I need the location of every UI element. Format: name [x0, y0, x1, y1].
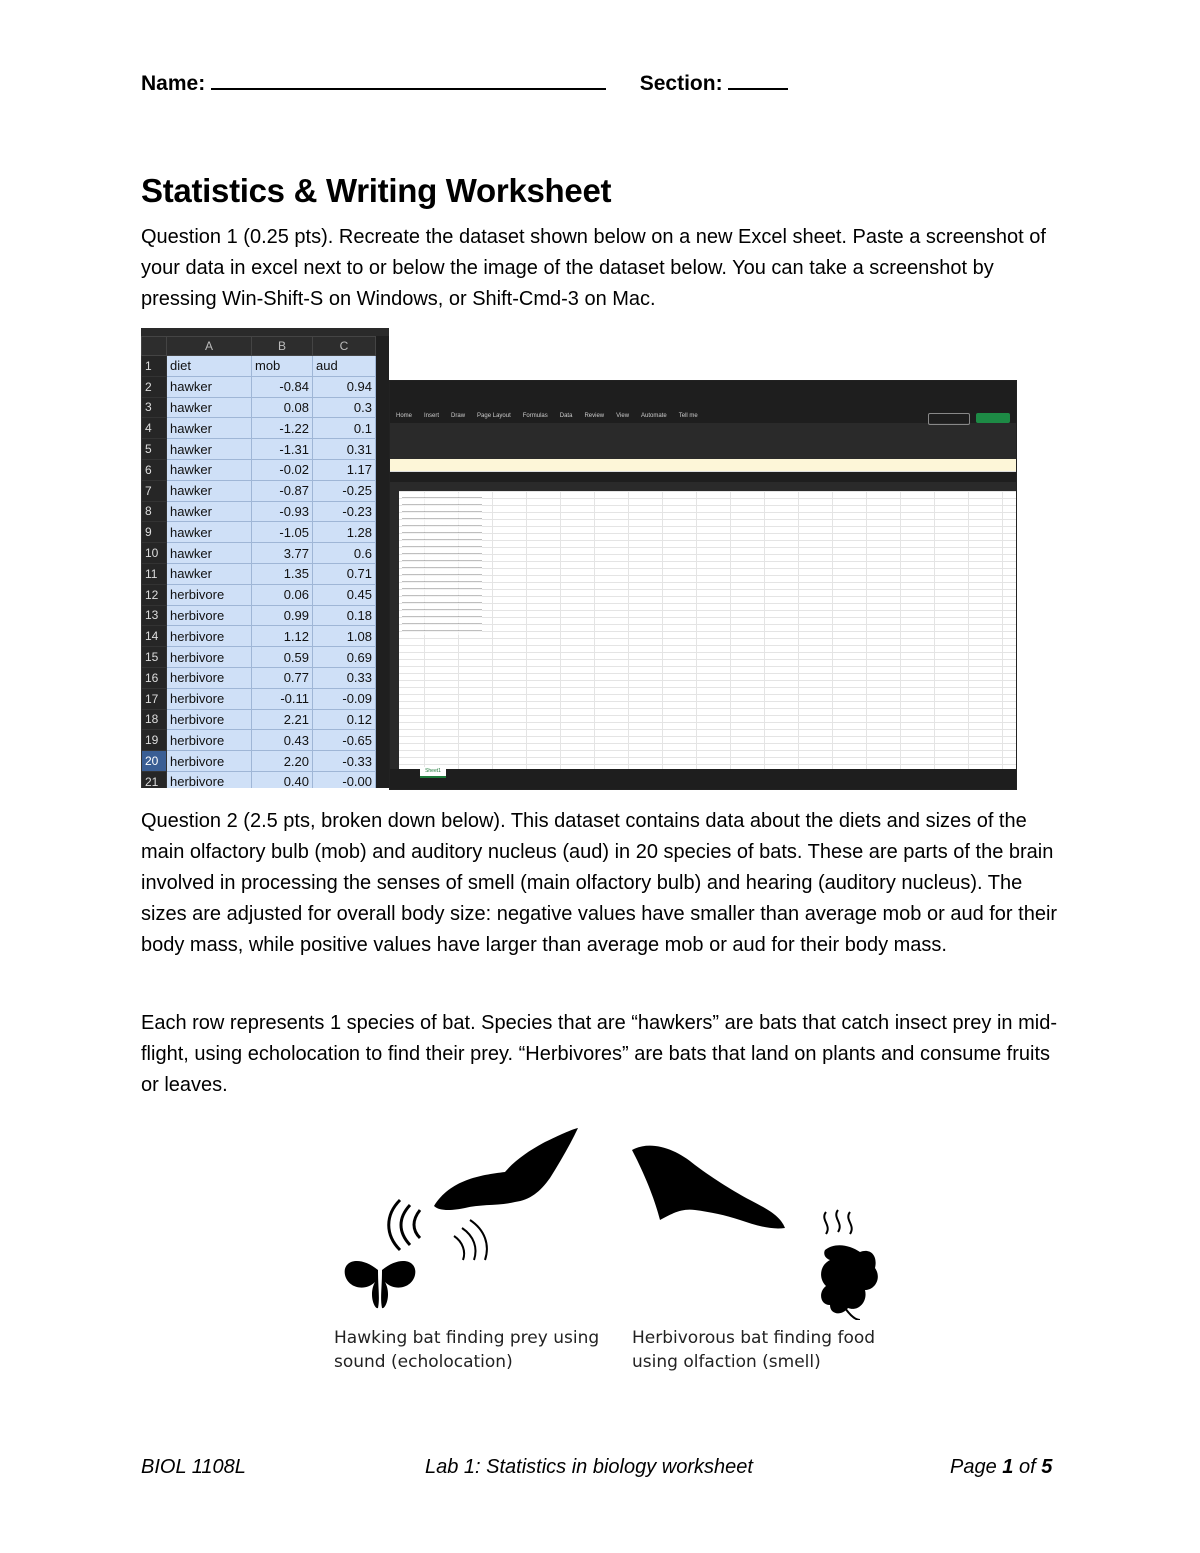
row-number: 7 — [142, 480, 167, 501]
table-cell: 0.43 — [252, 730, 313, 751]
table-cell: 0.45 — [313, 584, 376, 605]
table-cell: -0.23 — [313, 501, 376, 522]
table-cell: hawker — [167, 501, 252, 522]
butterfly-icon — [345, 1261, 379, 1308]
table-cell: 0.40 — [252, 771, 313, 788]
bat-silhouettes-svg — [330, 1120, 900, 1320]
excel-menu-item: Formulas — [522, 413, 548, 419]
row-number: 1 — [142, 356, 167, 377]
caption-hawking — [334, 1326, 599, 1374]
header-row — [142, 356, 376, 377]
table-cell: 1.12 — [252, 626, 313, 647]
name-section-header — [141, 70, 788, 96]
footer-page-of: of — [1018, 1456, 1036, 1478]
table-row — [142, 418, 376, 439]
excel-menu-item: View — [616, 413, 630, 419]
table-cell: herbivore — [167, 626, 252, 647]
question-1-text: Question 1 (0.25 pts). Recreate the dataset shown below on a new Excel sheet. Paste a screenshot of your data in excel next to or below the image of the dataset below. You can take a screenshot by pressing Win-Shift-S on Windows, or Shift-Cmd-3 on Mac. — [141, 226, 1046, 310]
table-cell: 1.17 — [313, 459, 376, 480]
table-cell: -0.11 — [252, 688, 313, 709]
row-number: 13 — [142, 605, 167, 626]
table-cell: 0.77 — [252, 667, 313, 688]
table-cell: 1.35 — [252, 563, 313, 584]
table-cell: 0.6 — [313, 543, 376, 564]
bat-illustration — [330, 1120, 900, 1380]
dataset-spreadsheet-image — [141, 328, 389, 788]
name-blank[interactable] — [211, 70, 606, 90]
column-header-row — [142, 337, 376, 356]
table-row — [142, 647, 376, 668]
table-cell: -0.87 — [252, 480, 313, 501]
table-row — [142, 439, 376, 460]
table-cell: 0.69 — [313, 647, 376, 668]
select-all-corner — [142, 337, 167, 356]
excel-formula-bar — [390, 472, 1016, 482]
table-row — [142, 688, 376, 709]
excel-status-bar — [390, 769, 1016, 789]
caption-herbivorous-line-2: using olfaction (smell) — [632, 1352, 821, 1372]
table-cell: aud — [313, 356, 376, 377]
table-cell: herbivore — [167, 667, 252, 688]
sound-wave-icon — [389, 1200, 400, 1250]
table-row — [142, 605, 376, 626]
table-row — [142, 397, 376, 418]
excel-title-bar — [390, 381, 1016, 409]
table-cell: -0.65 — [313, 730, 376, 751]
table-cell: 0.71 — [313, 563, 376, 584]
row-number: 3 — [142, 397, 167, 418]
row-number: 12 — [142, 584, 167, 605]
table-cell: 0.06 — [252, 584, 313, 605]
table-cell: 1.28 — [313, 522, 376, 543]
column-header: A — [167, 337, 252, 356]
footer-page-current: 1 — [1002, 1456, 1014, 1478]
caption-herbivorous — [632, 1326, 875, 1374]
table-cell: 2.21 — [252, 709, 313, 730]
smell-lines-icon — [824, 1212, 827, 1234]
table-cell: 0.94 — [313, 376, 376, 397]
table-cell: -1.31 — [252, 439, 313, 460]
row-number: 4 — [142, 418, 167, 439]
excel-pasted-data — [402, 493, 482, 635]
row-number: 20 — [142, 751, 167, 772]
table-cell: herbivore — [167, 709, 252, 730]
table-cell: 3.77 — [252, 543, 313, 564]
table-cell: -0.33 — [313, 751, 376, 772]
row-number: 11 — [142, 563, 167, 584]
excel-menu-item: Review — [584, 413, 605, 419]
table-cell: -0.09 — [313, 688, 376, 709]
table-cell: 0.33 — [313, 667, 376, 688]
footer-course: BIOL 1108L — [141, 1456, 246, 1478]
page-title: Statistics & Writing Worksheet — [141, 172, 612, 209]
table-cell: 2.20 — [252, 751, 313, 772]
column-header: C — [313, 337, 376, 356]
table-cell: herbivore — [167, 647, 252, 668]
table-cell: -0.25 — [313, 480, 376, 501]
table-cell: herbivore — [167, 751, 252, 772]
row-number: 14 — [142, 626, 167, 647]
row-number: 6 — [142, 459, 167, 480]
excel-column-headers — [390, 482, 1016, 491]
row-number: 16 — [142, 667, 167, 688]
caption-herbivorous-line-1: Herbivorous bat finding food — [632, 1328, 876, 1348]
table-cell: 0.31 — [313, 439, 376, 460]
excel-menu-item: Insert — [424, 413, 440, 419]
excel-sheet-tab — [420, 767, 446, 778]
excel-menu-bar — [390, 409, 1016, 423]
row-number: 5 — [142, 439, 167, 460]
footer-page-number — [950, 1456, 1052, 1479]
paragraph-bat-diets: Each row represents 1 species of bat. Species that are “hawkers” are bats that catch insect prey in mid-flight, using echolocation to find their prey. “Herbivores” are bats that land on plants and consume fruits or leaves. — [141, 1012, 1057, 1096]
column-header: B — [252, 337, 313, 356]
table-row — [142, 459, 376, 480]
table-cell: hawker — [167, 397, 252, 418]
table-cell: 0.12 — [313, 709, 376, 730]
table-row — [142, 522, 376, 543]
table-row — [142, 771, 376, 788]
table-cell: diet — [167, 356, 252, 377]
table-cell: 0.08 — [252, 397, 313, 418]
table-cell: 0.1 — [313, 418, 376, 439]
row-number: 19 — [142, 730, 167, 751]
table-cell: -0.84 — [252, 376, 313, 397]
table-cell: -0.02 — [252, 459, 313, 480]
table-row — [142, 709, 376, 730]
excel-menu-item: Tell me — [678, 413, 698, 419]
table-cell: herbivore — [167, 688, 252, 709]
table-cell: hawker — [167, 439, 252, 460]
table-cell: 0.99 — [252, 605, 313, 626]
table-row — [142, 376, 376, 397]
table-cell: 0.3 — [313, 397, 376, 418]
caption-hawking-line-2: sound (echolocation) — [334, 1352, 513, 1372]
excel-screenshot — [389, 380, 1017, 790]
table-cell: hawker — [167, 563, 252, 584]
excel-menu-item: Page Layout — [477, 413, 511, 419]
table-cell: -0.00 — [313, 771, 376, 788]
excel-grid — [390, 491, 1016, 769]
table-row — [142, 667, 376, 688]
excel-share-button — [976, 413, 1010, 423]
excel-menu-item: Data — [559, 413, 573, 419]
row-number: 10 — [142, 543, 167, 564]
table-cell: hawker — [167, 543, 252, 564]
excel-menu-item: Draw — [451, 413, 466, 419]
table-row — [142, 563, 376, 584]
table-cell: hawker — [167, 418, 252, 439]
table-row — [142, 751, 376, 772]
footer-lab-title: Lab 1: Statistics in biology worksheet — [425, 1456, 753, 1478]
table-cell: herbivore — [167, 730, 252, 751]
table-cell: herbivore — [167, 584, 252, 605]
table-cell: 1.08 — [313, 626, 376, 647]
excel-menu-item: Home — [396, 413, 413, 419]
footer-page-total: 5 — [1041, 1456, 1053, 1478]
hawking-bat-icon — [434, 1128, 578, 1210]
excel-ribbon — [390, 423, 1016, 459]
herbivorous-bat-icon — [632, 1146, 785, 1229]
table-row — [142, 501, 376, 522]
row-number: 18 — [142, 709, 167, 730]
table-cell: hawker — [167, 480, 252, 501]
table-cell: mob — [252, 356, 313, 377]
footer-page-prefix: Page — [950, 1456, 997, 1478]
row-number: 17 — [142, 688, 167, 709]
name-label: Name: — [141, 72, 206, 95]
table-cell: -0.93 — [252, 501, 313, 522]
table-row — [142, 543, 376, 564]
table-row — [142, 480, 376, 501]
table-row — [142, 626, 376, 647]
row-number: 9 — [142, 522, 167, 543]
table-cell: -1.22 — [252, 418, 313, 439]
table-row — [142, 584, 376, 605]
table-cell: herbivore — [167, 605, 252, 626]
section-blank[interactable] — [728, 70, 788, 90]
table-cell: 0.59 — [252, 647, 313, 668]
table-cell: -1.05 — [252, 522, 313, 543]
excel-menu-item: Automate — [641, 413, 667, 419]
table-cell: hawker — [167, 376, 252, 397]
caption-hawking-line-1: Hawking bat finding prey using — [334, 1328, 600, 1348]
table-row — [142, 730, 376, 751]
excel-comments-button — [928, 413, 970, 425]
table-cell: hawker — [167, 522, 252, 543]
excel-message-bar — [390, 459, 1016, 472]
plant-fruit-icon — [821, 1245, 878, 1313]
row-number: 15 — [142, 647, 167, 668]
question-2-text: Question 2 (2.5 pts, broken down below). This dataset contains data about the diets and sizes of the main olfactory bulb (mob) and auditory nucleus (aud) in 20 species of bats. These are parts of the brain involved in processing the senses of smell (main olfactory bulb) and hearing (auditory nucleus). The sizes are adjusted for overall body size: negative values have smaller than average mob or aud for their body mass, while positive values have larger than average mob or aud for their body mass. — [141, 810, 1058, 956]
table-cell: herbivore — [167, 771, 252, 788]
dataset-table — [141, 336, 376, 788]
excel-row-numbers — [390, 491, 399, 769]
table-cell: 0.18 — [313, 605, 376, 626]
row-number: 2 — [142, 376, 167, 397]
row-number: 8 — [142, 501, 167, 522]
excel-sheet-tab-label: Sheet1 — [425, 768, 441, 774]
table-cell: hawker — [167, 459, 252, 480]
section-label: Section: — [639, 72, 723, 95]
row-number: 21 — [142, 771, 167, 788]
